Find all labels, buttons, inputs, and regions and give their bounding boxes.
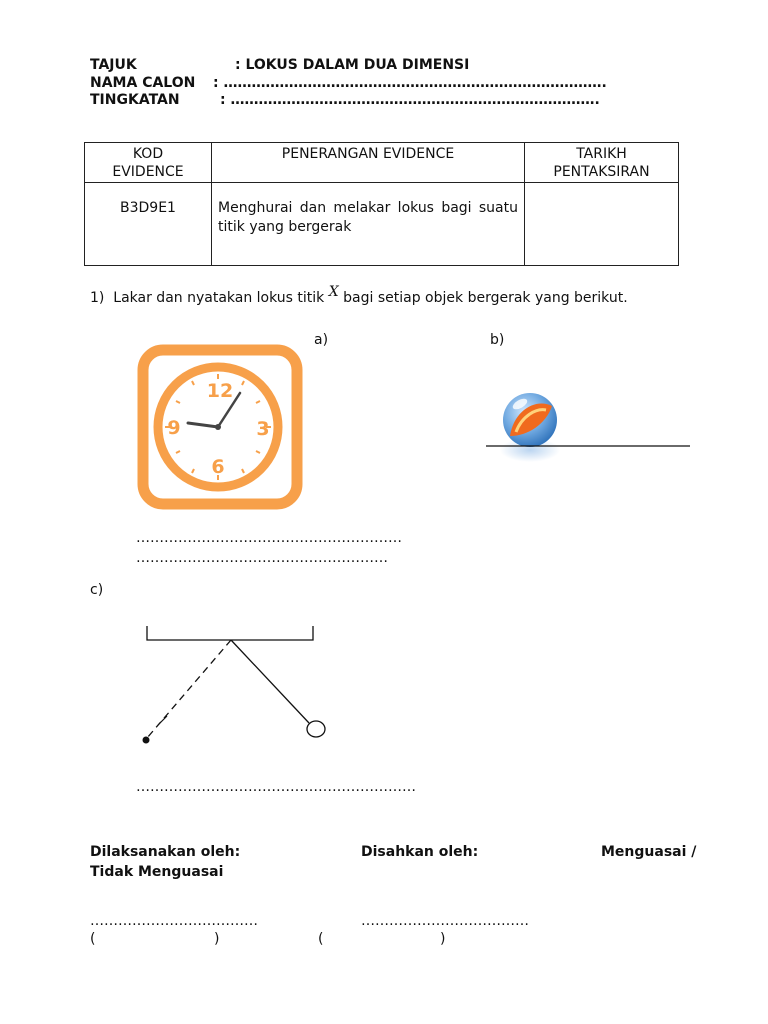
pendulum-string [231, 640, 309, 723]
table-row [85, 183, 679, 266]
header-kod-line2: EVIDENCE [112, 164, 184, 180]
header-tarikh-line2: PENTAKSIRAN [553, 164, 650, 180]
name-bracket-2-open: ( [318, 931, 324, 947]
question-number: 1) [90, 290, 105, 306]
answer-line-c1[interactable]: …………………………………………………… [136, 779, 416, 795]
cell-penerangan: Menghurai dan melakar lokus bagi suatu titik yang bergerak [212, 183, 525, 266]
evidence-table [84, 142, 679, 266]
tajuk-value: : LOKUS DALAM DUA DIMENSI [235, 57, 470, 73]
clock-numeral-6: 6 [211, 456, 225, 478]
point-x-mark [158, 716, 167, 725]
header-tarikh-line1: TARIKH [576, 146, 627, 162]
table-header-row [85, 143, 679, 183]
tingkatan-value: : ……………………………………………………………………. [220, 92, 600, 108]
header-tarikh [525, 143, 679, 183]
signature-line-2[interactable]: ……………………………… [361, 913, 529, 929]
question-text-before: Lakar dan nyatakan lokus titik [113, 290, 325, 306]
pendulum-figure [135, 620, 335, 750]
answer-line-a2[interactable]: ……………………………………………… [136, 550, 388, 566]
name-bracket-2-close: ) [440, 931, 446, 947]
nama-value: : ………………………………………………………………………. [213, 75, 607, 91]
cell-tarikh[interactable] [525, 183, 679, 266]
clock-figure [136, 343, 304, 511]
nama-label: NAMA CALON [90, 75, 196, 91]
pendulum-support [147, 626, 313, 640]
name-bracket-1-open: ( [90, 931, 96, 947]
marble-figure [484, 380, 694, 470]
question-variable: X [328, 284, 339, 300]
part-a-label: a) [314, 332, 329, 348]
header-penerangan: PENERANGAN EVIDENCE [212, 143, 525, 183]
disahkan-label: Disahkan oleh: [361, 844, 479, 860]
question-text-after: bagi setiap objek bergerak yang berikut. [343, 290, 628, 306]
part-c-label: c) [90, 582, 104, 598]
clock-numeral-3: 3 [256, 418, 270, 440]
header-kod-line1: KOD [132, 146, 164, 162]
clock-numeral-12: 12 [206, 380, 234, 402]
clock-numeral-9: 9 [167, 417, 181, 439]
tingkatan-label: TINGKATAN [90, 92, 180, 108]
pendulum-bob [307, 721, 325, 737]
signature-line-1[interactable]: ……………………………… [90, 913, 258, 929]
answer-line-a1[interactable]: ………………………………………………… [136, 530, 402, 546]
pendulum-start-point [143, 737, 150, 744]
tidak-menguasai-label: Tidak Menguasai [90, 864, 224, 880]
header-kod-evidence [85, 143, 212, 183]
name-bracket-1-close: ) [214, 931, 220, 947]
tajuk-label: TAJUK [90, 57, 137, 73]
cell-kod: B3D9E1 [85, 183, 212, 266]
dilaksanakan-label: Dilaksanakan oleh: [90, 844, 241, 860]
menguasai-label: Menguasai / [601, 844, 697, 860]
question-1 [90, 284, 628, 306]
part-b-label: b) [490, 332, 505, 348]
